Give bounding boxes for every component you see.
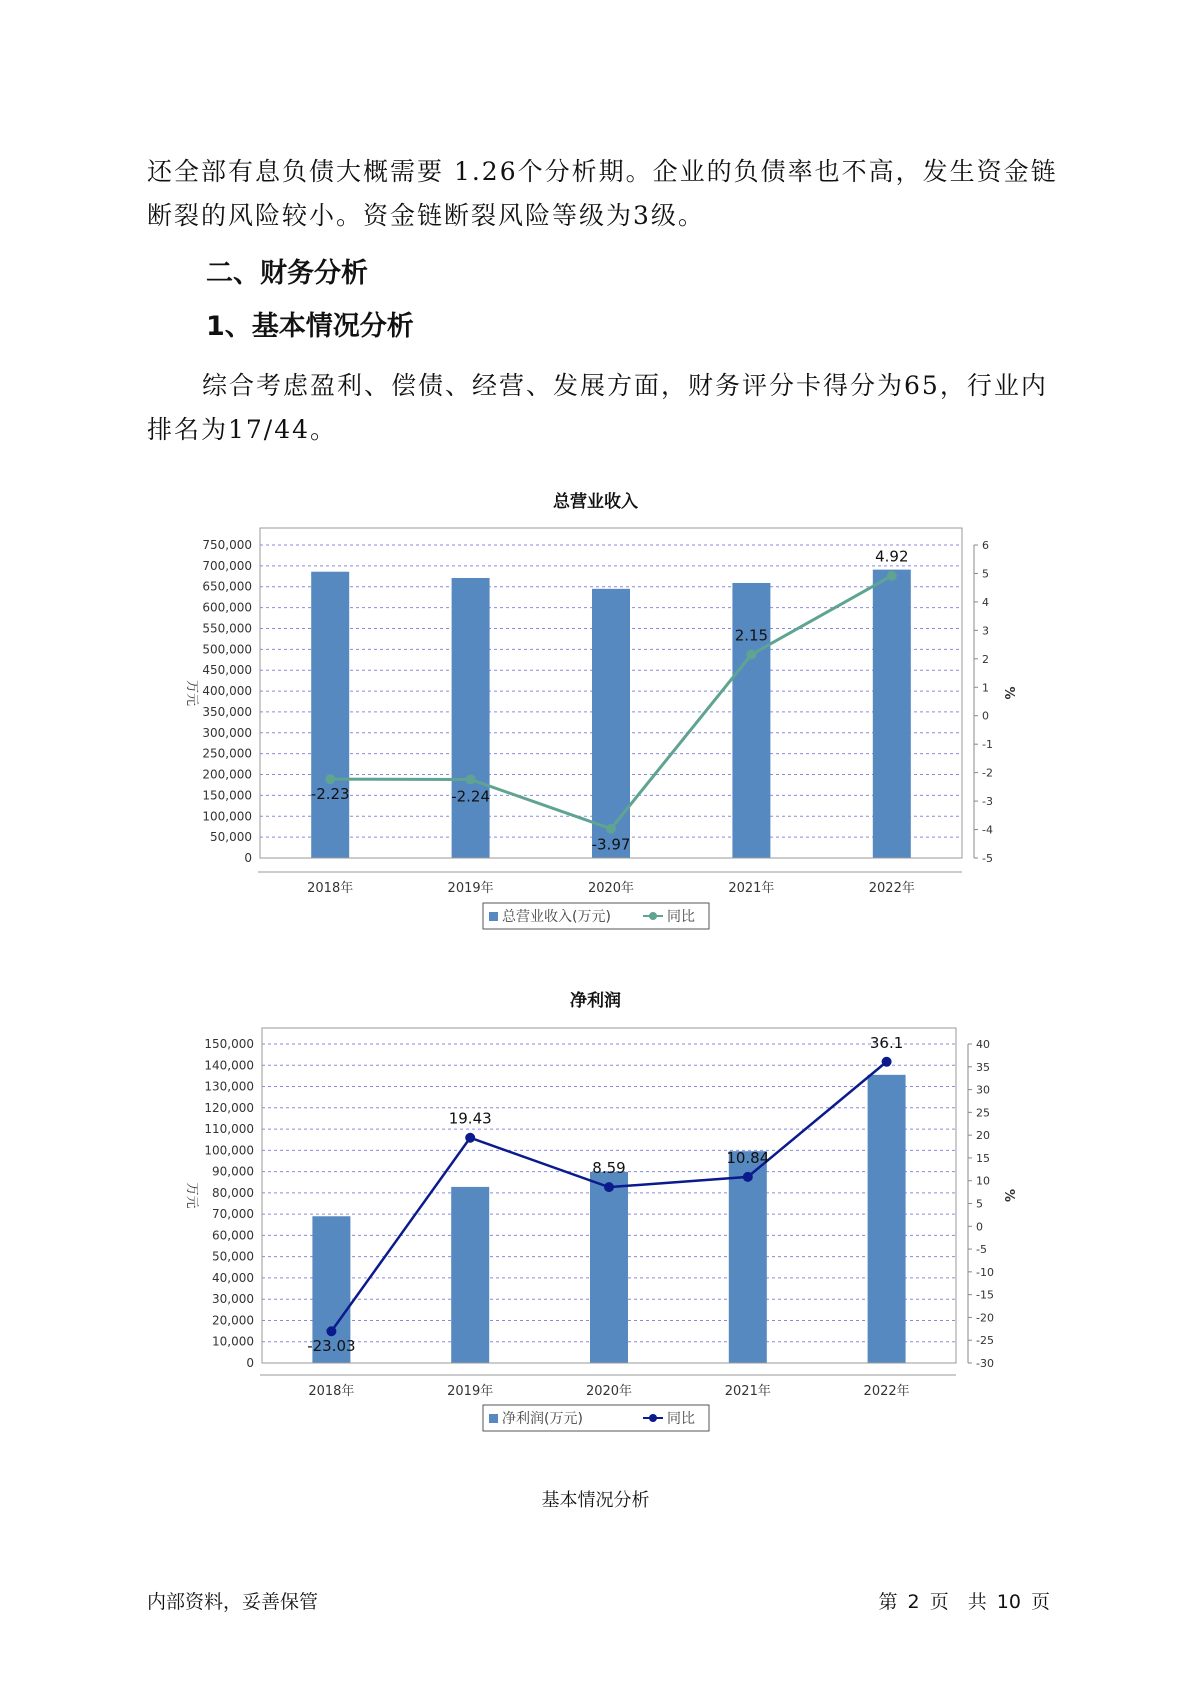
bar bbox=[729, 1151, 767, 1363]
yoy-data-label: -23.03 bbox=[307, 1337, 356, 1356]
yoy-point bbox=[887, 571, 897, 581]
bar bbox=[590, 1172, 628, 1363]
legend-line-label: 同比 bbox=[667, 1411, 695, 1427]
left-axis-tick-label: 600,000 bbox=[202, 600, 252, 615]
left-axis-tick-label: 700,000 bbox=[202, 558, 252, 573]
bar bbox=[873, 570, 911, 858]
right-axis-title: % bbox=[1001, 1188, 1016, 1203]
yoy-point bbox=[325, 774, 335, 784]
left-axis-tick-label: 90,000 bbox=[212, 1164, 254, 1179]
left-axis-tick-label: 140,000 bbox=[204, 1058, 254, 1073]
yoy-data-label: 8.59 bbox=[592, 1159, 626, 1178]
right-axis-tick-label: -15 bbox=[976, 1288, 994, 1302]
yoy-data-label: -2.23 bbox=[310, 785, 350, 804]
x-axis-tick-label: 2021年 bbox=[724, 1384, 771, 1399]
yoy-data-label: 36.1 bbox=[869, 1033, 904, 1052]
left-axis-tick-label: 20,000 bbox=[212, 1313, 254, 1328]
yoy-point bbox=[466, 774, 476, 784]
right-axis-tick-label: -10 bbox=[976, 1265, 994, 1279]
legend-line-marker bbox=[649, 1414, 657, 1422]
left-axis-tick-label: 10,000 bbox=[212, 1334, 254, 1349]
left-axis-tick-label: 500,000 bbox=[202, 642, 252, 657]
left-axis-tick-label: 0 bbox=[246, 1356, 254, 1370]
right-axis-tick-label: 20 bbox=[976, 1129, 990, 1143]
yoy-point bbox=[604, 1182, 614, 1192]
page-prefix: 第 bbox=[878, 1591, 898, 1613]
legend-bar-swatch bbox=[489, 1414, 498, 1423]
right-axis-tick-label: 25 bbox=[976, 1106, 990, 1120]
left-axis-tick-label: 750,000 bbox=[202, 538, 252, 552]
right-axis-tick-label: -1 bbox=[982, 738, 993, 752]
x-axis-tick-label: 2020年 bbox=[585, 1384, 633, 1399]
right-axis-tick-label: 10 bbox=[976, 1174, 990, 1188]
left-axis-tick-label: 130,000 bbox=[204, 1079, 254, 1094]
x-axis-tick-label: 2018年 bbox=[307, 881, 354, 896]
left-axis-tick-label: 70,000 bbox=[212, 1207, 254, 1222]
right-axis-tick-label: 30 bbox=[976, 1083, 990, 1097]
right-axis-tick-label: 6 bbox=[982, 539, 989, 552]
right-axis-tick-label: 5 bbox=[976, 1197, 983, 1211]
yoy-point bbox=[882, 1057, 892, 1067]
footer-page-number bbox=[878, 1587, 1054, 1614]
left-axis-tick-label: 400,000 bbox=[202, 684, 252, 699]
x-axis-tick-label: 2021年 bbox=[728, 881, 775, 896]
yoy-point bbox=[326, 1326, 336, 1336]
yoy-point bbox=[743, 1172, 753, 1182]
legend-bar-label: 净利润(万元) bbox=[502, 1411, 583, 1427]
bar bbox=[311, 572, 349, 858]
yoy-data-label: 19.43 bbox=[448, 1109, 492, 1128]
left-axis-tick-label: 30,000 bbox=[212, 1292, 254, 1307]
legend-bar-swatch bbox=[489, 912, 498, 921]
yoy-data-label: 2.15 bbox=[734, 626, 769, 645]
left-axis-tick-label: 50,000 bbox=[210, 830, 252, 845]
right-axis-tick-label: -3 bbox=[982, 795, 993, 809]
left-axis-title: 万元 bbox=[184, 1182, 199, 1209]
left-axis-tick-label: 150,000 bbox=[204, 1037, 254, 1051]
x-axis-tick-label: 2022年 bbox=[868, 881, 915, 896]
right-axis-tick-label: 40 bbox=[976, 1038, 990, 1051]
right-axis-tick-label: 0 bbox=[976, 1220, 983, 1234]
left-axis-tick-label: 100,000 bbox=[202, 809, 252, 824]
right-axis-tick-label: 5 bbox=[982, 567, 989, 581]
yoy-data-label: -3.97 bbox=[591, 835, 631, 854]
legend-line-label: 同比 bbox=[667, 909, 695, 925]
left-axis-tick-label: 50,000 bbox=[212, 1249, 254, 1264]
yoy-point bbox=[746, 650, 756, 660]
left-axis-tick-label: 80,000 bbox=[212, 1185, 254, 1200]
left-axis-tick-label: 250,000 bbox=[202, 746, 252, 761]
x-axis-tick-label: 2019年 bbox=[447, 1384, 494, 1399]
left-axis-tick-label: 120,000 bbox=[204, 1100, 254, 1115]
left-axis-tick-label: 650,000 bbox=[202, 579, 252, 594]
x-axis-tick-label: 2020年 bbox=[587, 881, 635, 896]
yoy-data-label: 4.92 bbox=[875, 547, 909, 566]
right-axis-tick-label: -5 bbox=[976, 1243, 987, 1257]
right-axis-tick-label: -20 bbox=[976, 1311, 994, 1325]
yoy-data-label: -2.24 bbox=[451, 787, 491, 806]
right-axis-tick-label: 1 bbox=[982, 681, 989, 695]
bar bbox=[868, 1075, 906, 1363]
left-axis-tick-label: 0 bbox=[244, 851, 252, 865]
bar bbox=[451, 1187, 489, 1363]
x-axis-tick-label: 2022年 bbox=[863, 1384, 910, 1399]
x-axis-tick-label: 2018年 bbox=[308, 1384, 355, 1399]
left-axis-tick-label: 450,000 bbox=[202, 663, 252, 678]
right-axis-tick-label: 4 bbox=[982, 595, 989, 609]
left-axis-tick-label: 110,000 bbox=[204, 1122, 254, 1137]
bar bbox=[732, 583, 770, 858]
yoy-data-label: 10.84 bbox=[726, 1148, 770, 1167]
right-axis-tick-label: 15 bbox=[976, 1151, 990, 1165]
left-axis-title: 万元 bbox=[184, 679, 199, 707]
legend-bar-label: 总营业收入(万元) bbox=[502, 909, 611, 925]
footer-confidential: 内部资料，妥善保管 bbox=[147, 1591, 319, 1613]
right-axis-tick-label: 3 bbox=[982, 624, 989, 638]
paragraph-debt: 还全部有息负债大概需要 1.26个分析期。企业的负债率也不高，发生资金链断裂的风险较小。资金链断裂风险等级为3级。 bbox=[147, 157, 1058, 230]
right-axis-tick-label: -5 bbox=[982, 852, 993, 865]
right-axis-tick-label: 0 bbox=[982, 709, 989, 723]
right-axis-tick-label: -30 bbox=[976, 1357, 994, 1370]
figure-caption: 基本情况分析 bbox=[541, 1490, 650, 1511]
yoy-point bbox=[606, 824, 616, 834]
chart-title-net-profit: 净利润 bbox=[570, 991, 621, 1011]
left-axis-tick-label: 100,000 bbox=[204, 1143, 254, 1158]
right-axis-tick-label: -4 bbox=[982, 823, 993, 837]
left-axis-tick-label: 60,000 bbox=[212, 1228, 254, 1243]
right-axis-tick-label: 35 bbox=[976, 1060, 990, 1074]
right-axis-title: % bbox=[1001, 686, 1016, 700]
left-axis-tick-label: 300,000 bbox=[202, 725, 252, 740]
page-suffix: 页 bbox=[1030, 1591, 1050, 1613]
right-axis-tick-label: -25 bbox=[976, 1334, 994, 1348]
subsection-heading-basic-analysis: 1、基本情况分析 bbox=[206, 311, 414, 342]
section-heading-financial-analysis: 二、财务分析 bbox=[206, 258, 368, 289]
paragraph-score: 综合考虑盈利、偿债、经营、发展方面，财务评分卡得分为65，行业内排名为17/44。 bbox=[147, 371, 1048, 444]
bar bbox=[592, 589, 630, 858]
page-number: 2 bbox=[907, 1591, 920, 1613]
left-axis-tick-label: 350,000 bbox=[202, 704, 252, 719]
legend-line-marker bbox=[649, 912, 657, 920]
chart-title-revenue: 总营业收入 bbox=[553, 492, 638, 512]
right-axis-tick-label: 2 bbox=[982, 652, 989, 666]
net-profit-chart bbox=[0, 1020, 1191, 1440]
right-axis-tick-label: -2 bbox=[982, 766, 993, 780]
x-axis-tick-label: 2019年 bbox=[447, 881, 494, 896]
page-mid: 页 共 bbox=[929, 1591, 987, 1613]
revenue-chart bbox=[0, 520, 1191, 940]
bar bbox=[452, 578, 490, 858]
yoy-point bbox=[465, 1133, 475, 1143]
total-pages: 10 bbox=[996, 1591, 1021, 1613]
left-axis-tick-label: 200,000 bbox=[202, 767, 252, 782]
left-axis-tick-label: 40,000 bbox=[212, 1270, 254, 1285]
left-axis-tick-label: 550,000 bbox=[202, 621, 252, 636]
left-axis-tick-label: 150,000 bbox=[202, 788, 252, 803]
